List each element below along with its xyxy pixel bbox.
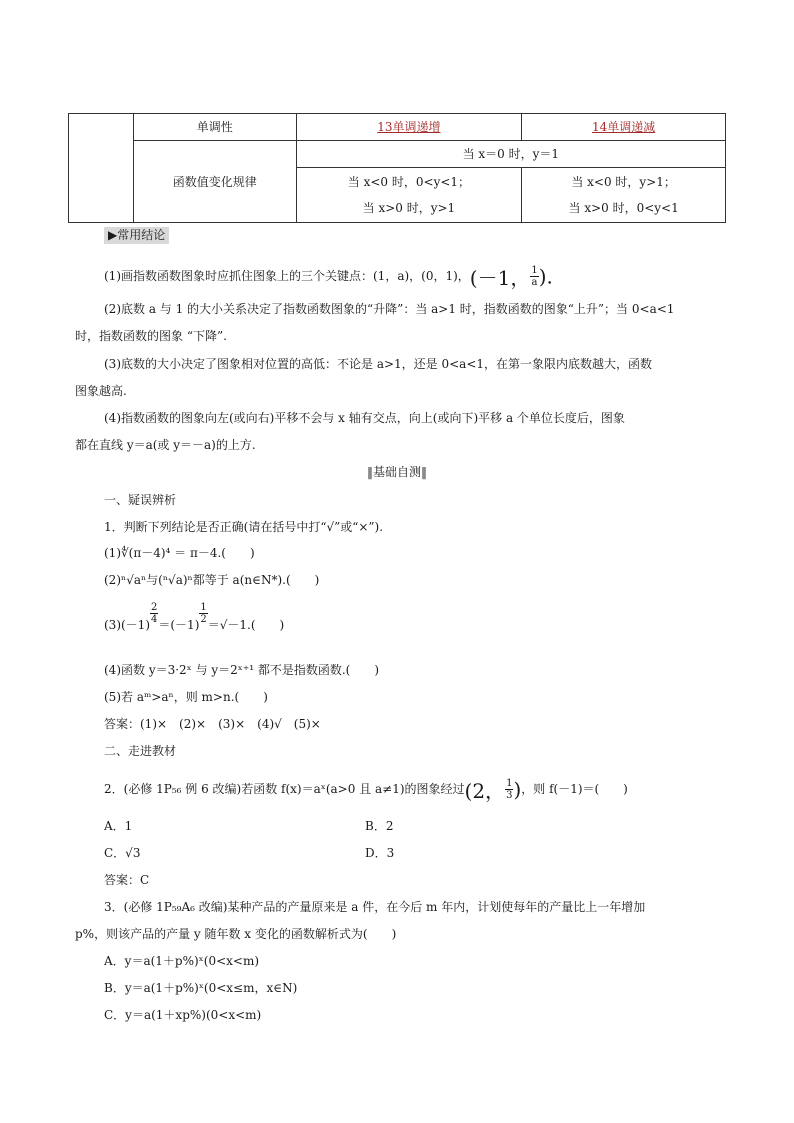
properties-table bbox=[68, 113, 726, 223]
conclusion-2-line1: (2)底数 a 与 1 的大小关系决定了指数函数图象的“升降”：当 a>1 时，指数函数的图象“上升”；当 0<a<1 bbox=[104, 302, 675, 316]
q1-3-part-c: ＝√－1.( ) bbox=[207, 618, 285, 632]
q1-3-exponent-2 bbox=[199, 602, 207, 625]
question-3-line2: p%，则该产品的产量 y 随年数 x 变化的函数解析式为( ) bbox=[75, 927, 397, 941]
conclusion-1-point-left: (－1， bbox=[469, 266, 531, 290]
q2-option-d: D．3 bbox=[365, 846, 395, 860]
q3-option-a: A．y＝a(1＋p%)ˣ(0<x<m) bbox=[104, 954, 260, 968]
question-1-1: (1)∜(π－4)⁴ ＝ π－4.( ) bbox=[104, 546, 255, 560]
conclusion-1-text: (1)画指数函数图象时应抓住图象上的三个关键点：(1，a)，(0，1)， bbox=[104, 269, 470, 283]
q2-option-c: C．√3 bbox=[104, 846, 141, 860]
conclusion-1 bbox=[104, 262, 553, 291]
q2-text: 2．(必修 1P₅₆ 例 6 改编)若函数 f(x)＝aˣ(a>0 且 a≠1)的图象经过 bbox=[104, 782, 465, 796]
conclusion-2-line2: 时，指数函数的图象 “下降”. bbox=[75, 329, 227, 343]
q2-answer: 答案：C bbox=[104, 873, 150, 887]
conclusion-1-fraction bbox=[530, 265, 538, 288]
q3-option-c: C．y＝a(1＋xp%)(0<x<m) bbox=[104, 1008, 262, 1022]
value-left-cell bbox=[296, 168, 522, 223]
monotonic-decreasing-cell bbox=[522, 114, 726, 141]
part1-answer: 答案：(1)× (2)× (3)× (4)√ (5)× bbox=[104, 717, 321, 731]
part1-heading: 一、疑误辨析 bbox=[104, 493, 177, 507]
q1-3-part-b: ＝(－1) bbox=[158, 618, 200, 632]
conclusion-1-point-right: ). bbox=[538, 264, 553, 289]
fraction-numerator: 1 bbox=[531, 265, 538, 276]
q1-3-part-a: (3)(－1) bbox=[104, 618, 150, 632]
q2-option-a: A．1 bbox=[104, 819, 133, 833]
conclusion-3-line2: 图象越高. bbox=[75, 384, 127, 398]
conclusion-4-line2: 都在直线 y＝a(或 y＝－a)的上方. bbox=[75, 438, 256, 452]
q2-tail: ，则 f(－1)＝( ) bbox=[521, 782, 628, 796]
fraction-denominator: a bbox=[531, 277, 538, 288]
question-1-5: (5)若 aᵐ>aⁿ，则 m>n.( ) bbox=[104, 690, 268, 704]
exponent-2-denominator: 2 bbox=[200, 614, 207, 625]
q3-option-b: B．y＝a(1＋p%)ˣ(0<x≤m，x∈N) bbox=[104, 981, 298, 995]
value-right-line2: 当 x>0 时，0<y<1 bbox=[568, 201, 679, 215]
value-common-cell: 当 x＝0 时，y＝1 bbox=[296, 141, 725, 168]
q1-3-exponent-1 bbox=[150, 602, 158, 625]
monotonic-increasing-text: 13单调递增 bbox=[377, 120, 441, 134]
question-3-line1: 3．(必修 1P₅₉A₆ 改编)某种产品的产量原来是 a 件，在今后 m 年内，计划使每年的产量比上一年增加 bbox=[104, 900, 646, 914]
question-2 bbox=[104, 775, 628, 804]
q2-point-right: ) bbox=[513, 777, 522, 802]
exponent-1-numerator: 2 bbox=[151, 602, 158, 613]
monotonic-decreasing-text: 14单调递减 bbox=[591, 120, 656, 134]
monotonic-increasing-cell bbox=[296, 114, 522, 141]
q2-fraction-denominator: 3 bbox=[506, 790, 513, 801]
value-right-line1: 当 x<0 时，y>1； bbox=[571, 175, 676, 189]
value-right-cell bbox=[522, 168, 726, 223]
q2-point-left: (2， bbox=[464, 779, 506, 803]
value-left-line2: 当 x>0 时，y>1 bbox=[362, 201, 456, 215]
exponent-1-denominator: 4 bbox=[151, 614, 158, 625]
question-1: 1．判断下列结论是否正确(请在括号中打“√”或“×”). bbox=[104, 520, 384, 534]
table-empty-cell bbox=[69, 114, 134, 223]
monotonicity-label: 单调性 bbox=[133, 114, 296, 141]
common-conclusions-tag: ▶常用结论 bbox=[104, 227, 169, 244]
value-left-line1: 当 x<0 时，0<y<1； bbox=[347, 175, 471, 189]
section-title: ‖基础自测‖ bbox=[366, 465, 427, 479]
value-change-label: 函数值变化规律 bbox=[133, 141, 296, 223]
exponent-2-numerator: 1 bbox=[200, 602, 207, 613]
q2-fraction-numerator: 1 bbox=[506, 778, 513, 789]
question-1-3 bbox=[104, 602, 285, 633]
question-1-2: (2)ⁿ√aⁿ与(ⁿ√a)ⁿ都等于 a(n∈N*).( ) bbox=[104, 573, 320, 587]
conclusion-3-line1: (3)底数的大小决定了图象相对位置的高低：不论是 a>1，还是 0<a<1，在第一象限内底数越大，函数 bbox=[104, 357, 653, 371]
question-1-4: (4)函数 y＝3·2ˣ 与 y＝2ˣ⁺¹ 都不是指数函数.( ) bbox=[104, 663, 380, 677]
q2-option-b: B．2 bbox=[365, 819, 394, 833]
part2-heading: 二、走进教材 bbox=[104, 744, 177, 758]
conclusion-4-line1: (4)指数函数的图象向左(或向右)平移不会与 x 轴有交点，向上(或向下)平移 a 个单位长度后，图象 bbox=[104, 411, 625, 425]
